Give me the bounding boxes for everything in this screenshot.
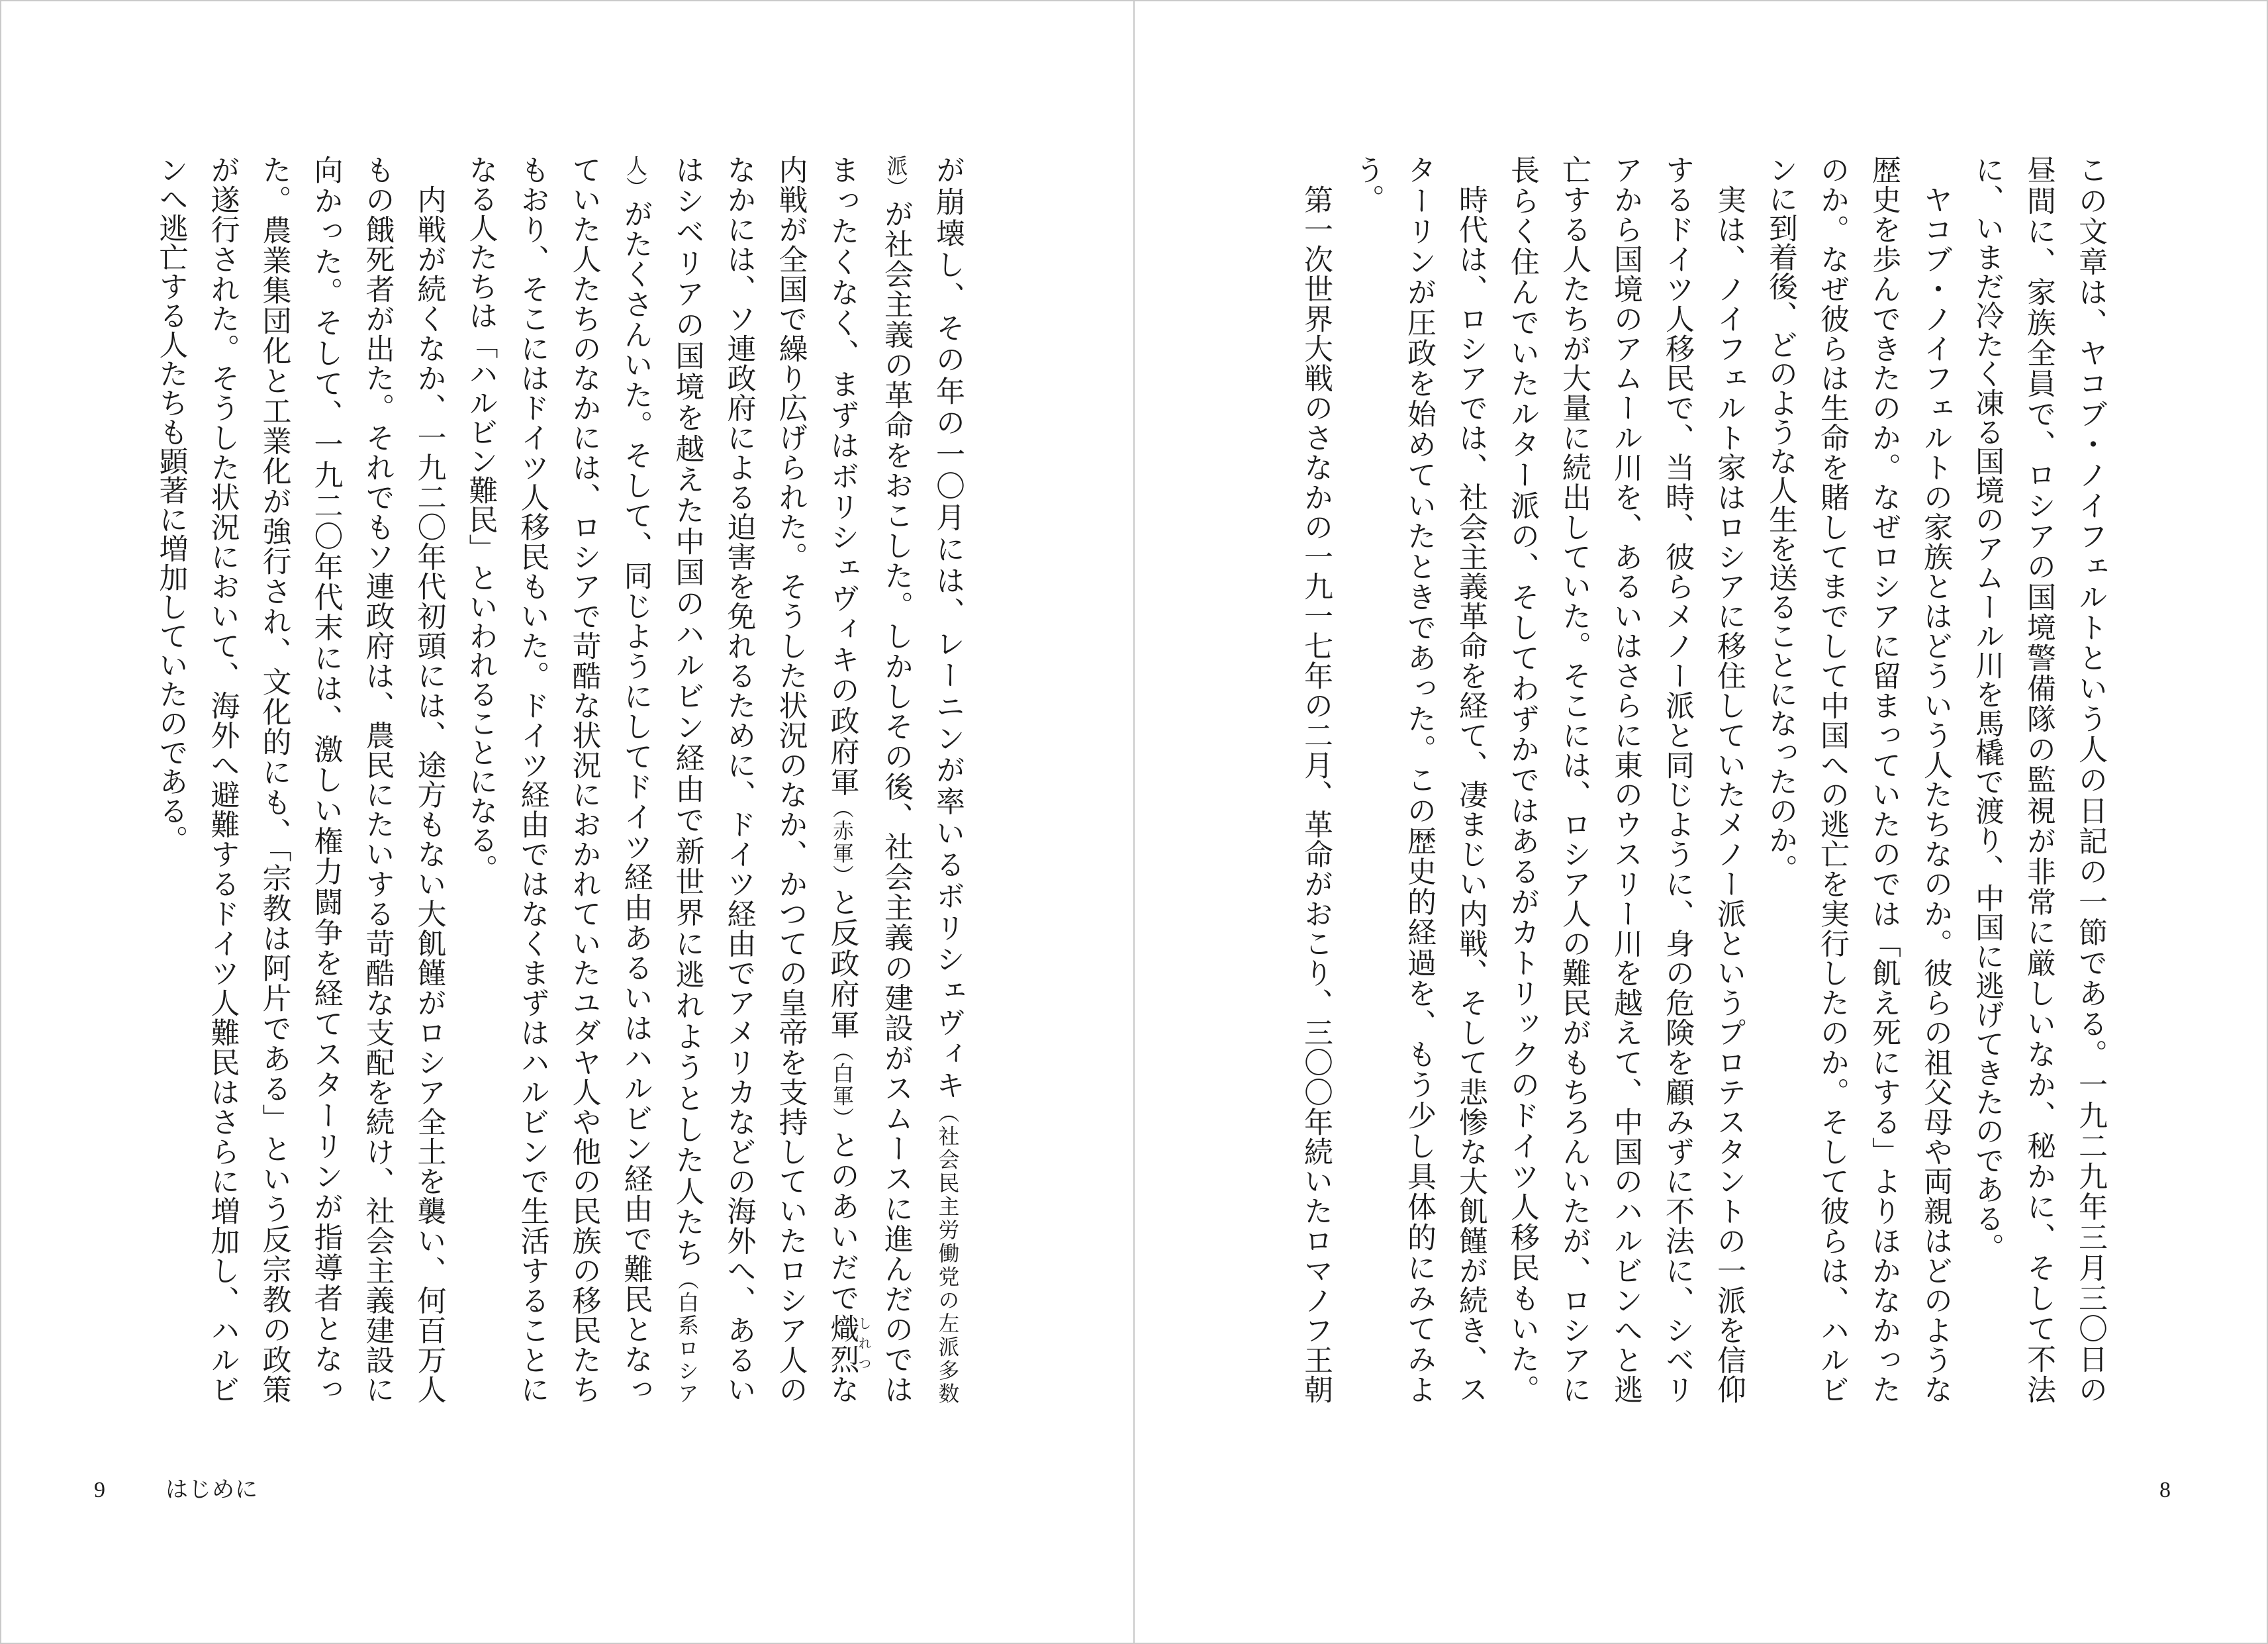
inline-note: （白軍） [830, 1040, 854, 1130]
inline-note: （社会民主労働党の左派多数 [936, 1102, 959, 1404]
ruby-reading: しれつ [856, 1313, 871, 1373]
text-line [661, 155, 713, 1404]
ruby-word [826, 1313, 871, 1375]
text-line [921, 155, 973, 1404]
text-line [1806, 155, 1858, 1404]
text-line [403, 155, 455, 1404]
text-line [455, 155, 506, 1404]
text-segment: 内戦が続くなか、一九二〇年代初頭には、途方もない大飢饉がロシア全土を襲い、何百万人 [412, 155, 446, 1404]
text-line [1393, 155, 1444, 1404]
text-line [816, 155, 871, 1404]
text-segment: 実は、ノイフェルト家はロシアに移住していたメノー派というプロテスタントの一派を信仰 [1713, 155, 1745, 1404]
inline-note: 人） [624, 155, 647, 199]
text-line [1548, 155, 1599, 1404]
text-segment: ていた人たちのなかには、ロシアで苛酷な状況におかれていたユダヤ人や他の民族の移民たち [567, 155, 600, 1404]
text-segment: のか。なぜ彼らは生命を賭してまでして中国への逃亡を実行したのか。そして彼らは、ハルビ [1816, 155, 1848, 1404]
text-line [2064, 155, 2116, 1404]
text-segment: がたくさんいた。そして、同じようにしてドイツ経由あるいはハルビン経由で難民となっ [619, 199, 652, 1404]
page-number: 8 [2159, 1478, 2171, 1502]
text-line [145, 155, 197, 1404]
text-segment: なかには、ソ連政府による迫害を免れるために、ドイツ経由でアメリカなどの海外へ、あるい [722, 155, 755, 1404]
text-segment: 昼間に、家族全員で、ロシアの国境警備隊の監視が非常に厳しいなか、秘かに、そして不法 [2022, 155, 2055, 1404]
body-text [1290, 155, 2116, 1404]
inline-note: （白系ロシア [675, 1269, 699, 1404]
page-number: 9 [94, 1478, 105, 1502]
text-segment: もおり、そこにはドイツ人移民もいた。ドイツ経由ではなくまずはハルビンで生活することに [516, 155, 549, 1404]
text-line [1341, 155, 1393, 1404]
text-line [1858, 155, 1909, 1404]
text-segment: な [826, 1375, 859, 1404]
text-segment: が社会主義の革命をおこした。しかしその後、社会主義の建設がスムースに進んだのでは [880, 199, 912, 1404]
text-segment: 第一次世界大戦のさなかの一九一七年の二月、革命がおこり、三〇〇年続いたロマノフ王朝 [1299, 155, 1332, 1404]
text-line [248, 155, 300, 1404]
running-head: はじめに [165, 1478, 258, 1502]
text-line [506, 155, 558, 1404]
text-line [197, 155, 248, 1404]
body-text [145, 155, 974, 1404]
text-segment: するドイツ人移民で、当時、彼らメノー派と同じように、身の危険を顧みずに不法に、シベリ [1661, 155, 1693, 1404]
text-line [558, 155, 610, 1404]
text-line [300, 155, 352, 1404]
text-line [1651, 155, 1703, 1404]
text-segment: ターリンが圧政を始めていたときであった。この歴史的経過を、もう少し具体的にみてみよ [1403, 155, 1435, 1404]
text-segment: 向かった。そして、一九二〇年代末には、激しい権力闘争を経てスターリンが指導者となっ [309, 155, 342, 1404]
text-segment: 長らく住んでいたルター派の、そしてわずかではあるがカトリックのドイツ人移民もいた。 [1506, 155, 1538, 1404]
ruby-base: 熾烈 [826, 1313, 859, 1375]
text-segment: う。 [1351, 155, 1384, 213]
text-line [1703, 155, 1754, 1404]
text-line [2012, 155, 2064, 1404]
text-line [1961, 155, 2012, 1404]
text-segment: とのあいだで [826, 1130, 859, 1314]
text-segment: と反政府軍 [826, 887, 859, 1040]
text-line [1754, 155, 1806, 1404]
text-line [870, 155, 921, 1404]
text-line [1909, 155, 1961, 1404]
text-line [352, 155, 403, 1404]
text-segment: はシベリアの国境を越えた中国のハルビン経由で新世界に逃れようとした人たち [671, 155, 704, 1269]
text-segment: 時代は、ロシアでは、社会主義革命を経て、凄まじい内戦、そして悲惨な大飢饉が続き、ス [1454, 155, 1487, 1404]
text-line [1496, 155, 1548, 1404]
text-line [1599, 155, 1651, 1404]
text-line [1290, 155, 1341, 1404]
text-segment: が遂行された。そうした状況において、海外へ避難するドイツ人難民はさらに増加し、ハルビ [206, 155, 239, 1404]
text-segment: この文章は、ヤコブ・ノイフェルトという人の日記の一節である。一九二九年三月三〇日の [2074, 155, 2106, 1404]
text-line [765, 155, 816, 1404]
text-segment: ンに到着後、どのような人生を送ることになったのか。 [1764, 155, 1797, 883]
text-line [610, 155, 661, 1404]
text-segment: が崩壊し、その年の一〇月には、レーニンが率いるボリシェヴィキ [931, 155, 964, 1102]
text-segment: まったくなく、まずはボリシェヴィキの政府軍 [826, 155, 859, 798]
text-segment: なる人たちは「ハルビン難民」といわれることになる。 [464, 155, 497, 883]
text-line [713, 155, 765, 1404]
inline-note: （赤軍） [830, 797, 854, 887]
text-segment: ヤコブ・ノイフェルトの家族とはどういう人たちなのか。彼らの祖父母や両親はどのような [1919, 155, 1952, 1404]
inline-note: 派） [884, 155, 908, 199]
text-segment: 亡する人たちが大量に続出していた。そこには、ロシア人の難民がもちろんいたが、ロシアに [1558, 155, 1590, 1404]
text-line [1444, 155, 1496, 1404]
text-segment: アから国境のアムール川を、あるいはさらに東のウスリー川を越えて、中国のハルビンへと逃 [1609, 155, 1642, 1404]
text-segment: ンへ逃亡する人たちも顕著に増加していたのである。 [154, 155, 187, 854]
page-8 [1134, 0, 2268, 1644]
text-segment: に、いまだ冷たく凍る国境のアムール川を馬橇で渡り、中国に逃げてきたのである。 [1971, 155, 2003, 1262]
text-segment: 歴史を歩んできたのか。なぜロシアに留まっていたのでは「飢え死にする」よりほかなかった [1867, 155, 1900, 1404]
text-segment: もの餓死者が出た。それでもソ連政府は、農民にたいする苛酷な支配を続け、社会主義建設に [361, 155, 394, 1404]
text-segment: た。農業集団化と工業化が強行され、文化的にも、「宗教は阿片である」という反宗教の政策 [258, 155, 291, 1404]
text-segment: 内戦が全国で繰り広げられた。そうした状況のなか、かつての皇帝を支持していたロシア人の [774, 155, 807, 1404]
